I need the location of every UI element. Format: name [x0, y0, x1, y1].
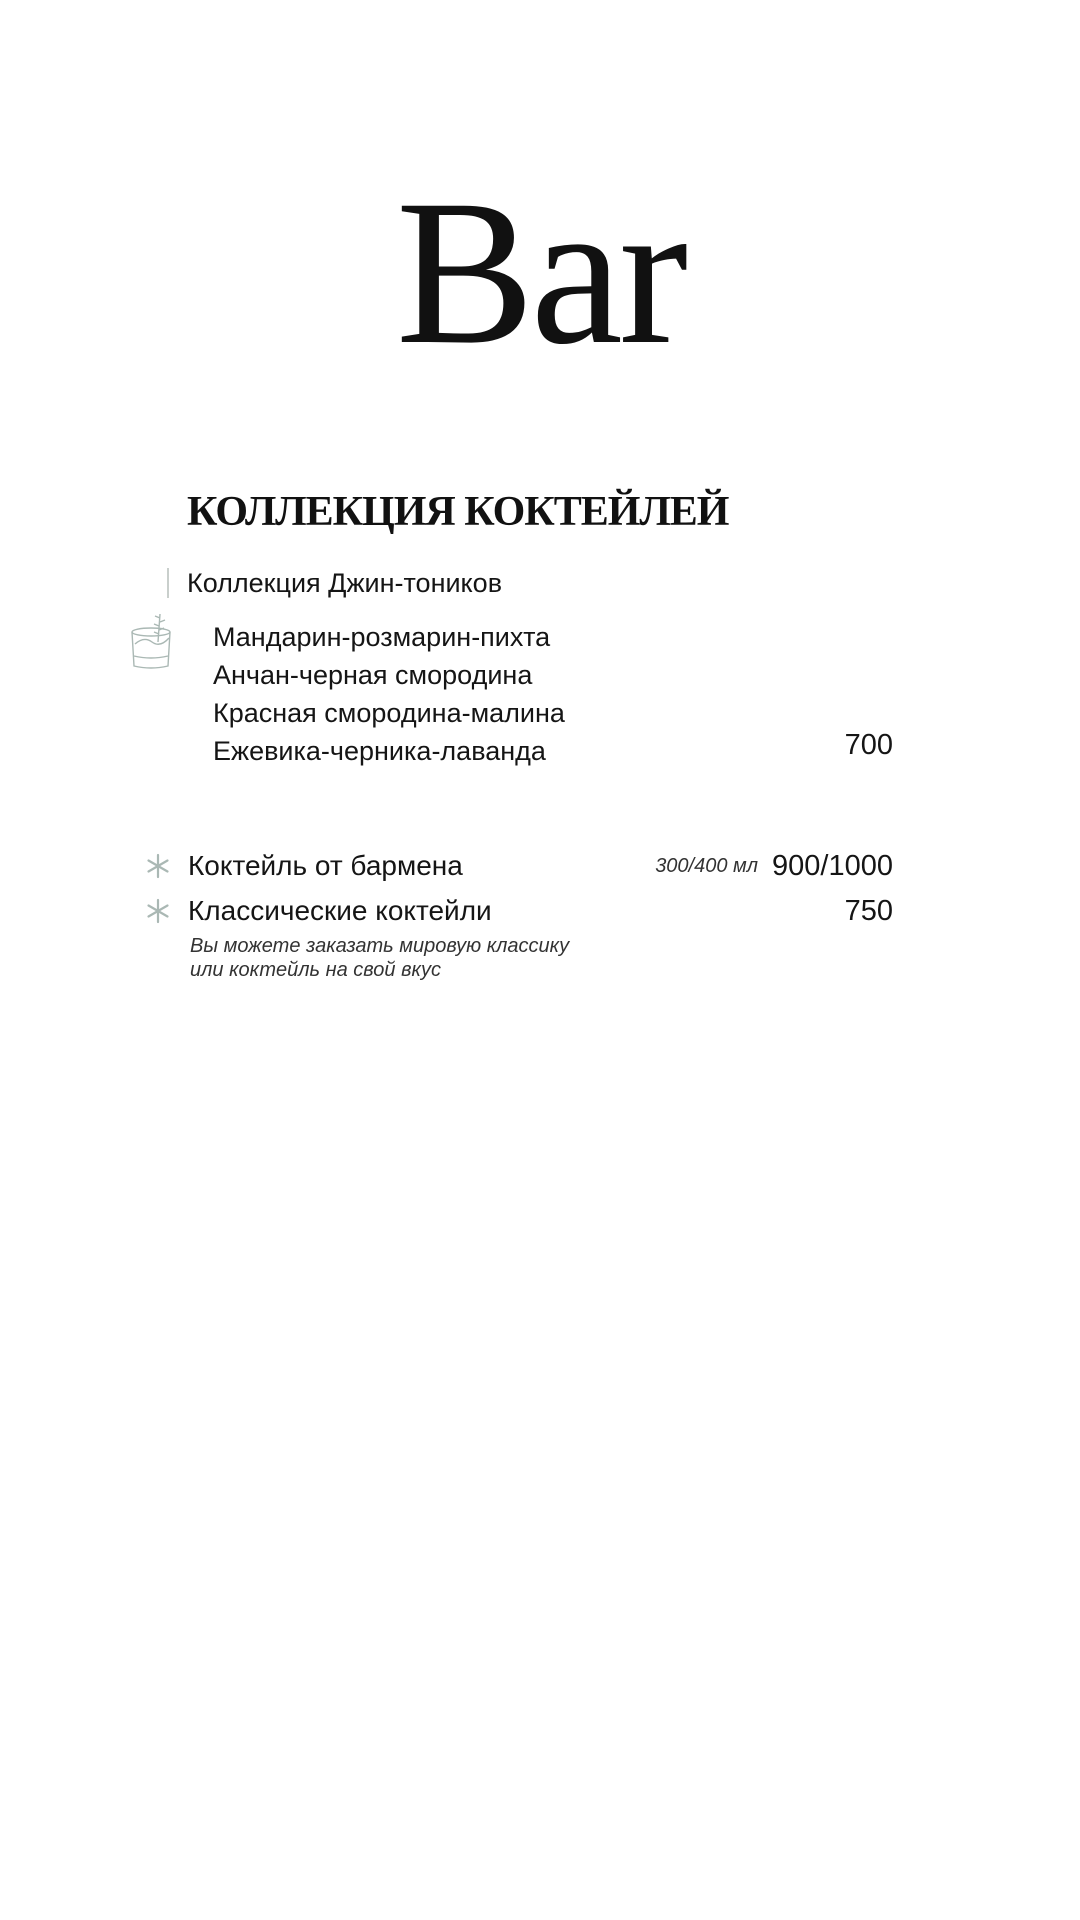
subsection-divider: [167, 568, 169, 598]
bartender-cocktail-row: [145, 846, 893, 886]
note-line: или коктейль на свой вкус: [190, 959, 441, 981]
list-item: Мандарин-розмарин-пихта: [213, 622, 551, 652]
page-title: Bar: [395, 157, 685, 387]
item-volume: 300/400 мл: [655, 854, 759, 877]
item-name: Классические коктейли: [188, 895, 492, 926]
gin-tonic-flavor-list: [213, 618, 565, 770]
gin-tonic-subsection: [167, 566, 502, 600]
asterisk-icon: [145, 898, 171, 924]
note-line: Вы можете заказать мировую классику: [190, 935, 570, 957]
classic-cocktails-row: [145, 891, 893, 931]
section-heading: КОЛЛЕКЦИЯ КОКТЕЙЛЕЙ: [187, 489, 729, 535]
list-item: Ежевика-черника-лаванда: [213, 736, 546, 766]
gin-tonic-price: 700: [844, 729, 893, 761]
item-price: 750: [844, 895, 893, 927]
list-item: Красная смородина-малина: [213, 698, 565, 728]
item-price: 900/1000: [772, 850, 893, 882]
glass-icon: [130, 612, 172, 670]
list-item: Анчан-черная смородина: [213, 660, 533, 690]
asterisk-icon: [145, 853, 171, 879]
item-name: Коктейль от бармена: [188, 850, 463, 881]
subsection-title: Коллекция Джин-тоников: [187, 568, 503, 598]
classic-cocktails-note: [190, 934, 569, 982]
